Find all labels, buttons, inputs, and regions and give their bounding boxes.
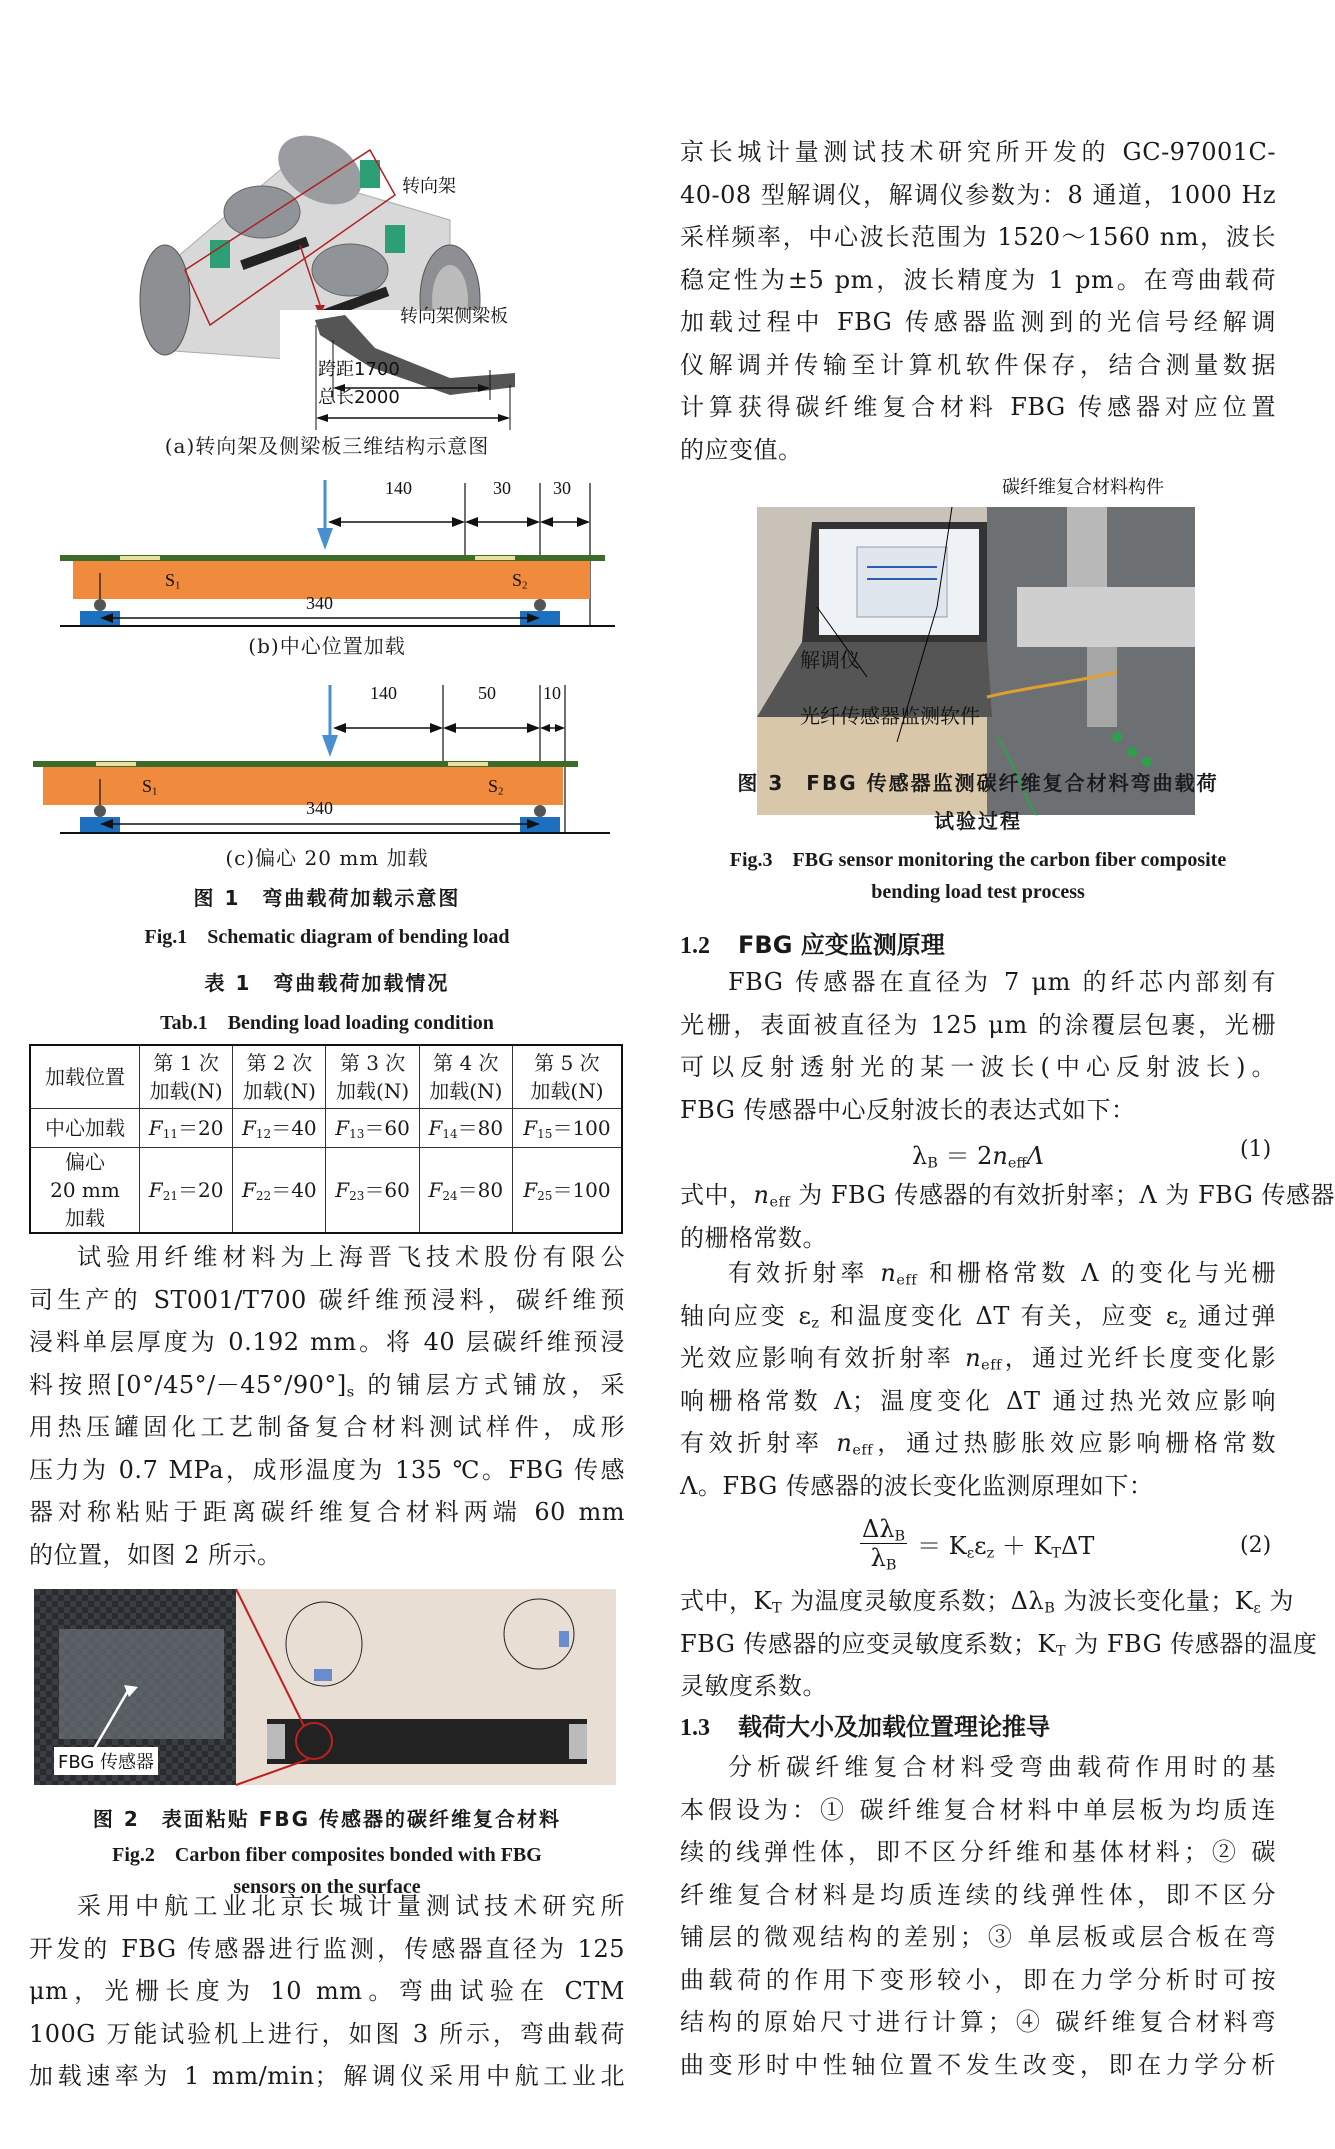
wheel-left <box>140 245 190 355</box>
text-line: FBG 传感器的应变灵敏度系数；$K_T$ 为 FBG 传感器的温度 <box>680 1629 1318 1660</box>
section-number: 1.2 <box>680 933 710 959</box>
sensor-s1-label: $S_1$ <box>142 776 158 798</box>
text-line: 光效应影响有效折射率 $n_{eff}$，通过光纤长度变化影 <box>680 1344 1276 1374</box>
dim-140: 140 <box>385 478 412 498</box>
dim-340: 340 <box>306 798 333 818</box>
text-line: 100G 万能试验机上进行，如图 3 所示，弯曲载荷 <box>29 2019 625 2048</box>
text-line: 的位置，如图 2 所示。 <box>29 1540 282 1569</box>
figure-3-caption-en-2: bending load test process <box>871 881 1085 903</box>
table-1-caption-en: Tab.1 Bending load loading condition <box>160 1012 494 1034</box>
figure-1c-caption: (c)偏心 20 mm 加载 <box>225 846 429 870</box>
text-line: 器对称粘贴于距离碳纤维复合材料两端 60 mm <box>29 1498 625 1526</box>
table-cell: $F_{15}=100$ <box>512 1109 622 1148</box>
text-line: 光栅，表面被直径为 125 μm 的涂覆层包裹，光栅 <box>680 1010 1276 1039</box>
label-composite-member: 碳纤维复合材料构件 <box>1002 477 1164 498</box>
table-cell: $F_{24}=80$ <box>419 1148 512 1234</box>
text-line: 采样频率，中心波长范围为 1520～1560 nm，波长 <box>680 223 1276 251</box>
dim-140: 140 <box>370 683 397 703</box>
header-load-5: 第 5 次 加载(N) <box>512 1045 622 1109</box>
equation-2-fraction: $\Delta\lambda_B$ $\lambda_B$ <box>862 1515 906 1574</box>
paragraph-demodulator <box>680 131 1276 471</box>
equation-1-number: (1) <box>1240 1137 1272 1162</box>
table-cell: $F_{25}=100$ <box>512 1148 622 1234</box>
text-line: 本假设为：① 碳纤维复合材料中单层板为均质连 <box>680 1795 1276 1824</box>
header-load-1: 第 1 次 加载(N) <box>140 1045 233 1109</box>
text-line: 加载速率为 1 mm/min；解调仪采用中航工业北 <box>29 2062 625 2090</box>
text-line: 的栅格常数。 <box>680 1223 827 1252</box>
equation-2-number: (2) <box>1240 1533 1272 1558</box>
text-line: 曲载荷的作用下变形较小，即在力学分析时可按 <box>680 1965 1276 1994</box>
table-1-bending-load <box>29 1044 623 1234</box>
header-load-2: 第 2 次 加载(N) <box>233 1045 326 1109</box>
section-title: FBG 应变监测原理 <box>738 931 945 959</box>
text-line: 纤维复合材料是均质连续的线弹性体，即不区分 <box>680 1880 1276 1909</box>
label-span-1700: 跨距1700 <box>318 359 400 380</box>
section-heading-1-2 <box>680 925 1276 960</box>
support-right <box>520 817 560 833</box>
text-line: 用热压罐固化工艺制备复合材料测试样件，成形 <box>29 1413 625 1441</box>
table-cell: $F_{22}=40$ <box>233 1148 326 1234</box>
paragraph-eq2-note <box>680 1580 1318 1708</box>
figure-1b-diagram <box>55 478 625 628</box>
table-cell: $F_{13}=60$ <box>326 1109 419 1148</box>
text-line: μm，光栅长度为 10 mm。弯曲试验在 CTM <box>29 1977 625 2005</box>
paragraph-eq1-note <box>680 1174 1335 1259</box>
text-line: 压力为 0.7 MPa，成形温度为 135 ℃。FBG 传感 <box>29 1455 625 1484</box>
sensor-s2-label: $S_2$ <box>488 776 504 798</box>
figure-3-caption-en-1: Fig.3 FBG sensor monitoring the carbon fiber composite <box>729 849 1227 871</box>
dim-10: 10 <box>543 683 561 703</box>
row-label: 偏心 20 mm 加载 <box>30 1148 140 1234</box>
label-demodulator: 解调仪 <box>800 648 860 672</box>
text-line: 稳定性为±5 pm，波长精度为 1 pm。在弯曲载荷 <box>680 265 1276 294</box>
text-line: 结构的原始尺寸进行计算；④ 碳纤维复合材料弯 <box>680 2008 1276 2036</box>
dim-30-a: 30 <box>493 478 511 498</box>
figure-3-caption-zh-1: 图 3 FBG 传感器监测碳纤维复合材料弯曲载荷 <box>737 771 1219 795</box>
table-cell: $F_{14}=80$ <box>419 1109 512 1148</box>
label-length-2000: 总长2000 <box>318 387 400 408</box>
text-line: 响栅格常数 Λ；温度变化 ΔT 通过热光效应影响 <box>680 1386 1276 1415</box>
label-monitoring-software: 光纤传感器监测软件 <box>800 704 980 728</box>
text-line: 有效折射率 $n_{eff}$ 和栅格常数 Λ 的变化与光栅 <box>728 1259 1276 1289</box>
text-line: 轴向应变 $\varepsilon_z$ 和温度变化 ΔT 有关，应变 $\varepsilon_z$ 通过弹 <box>680 1301 1276 1332</box>
table-cell: $F_{21}=20$ <box>140 1148 233 1234</box>
text-line: FBG 传感器中心反射波长的表达式如下： <box>680 1095 1136 1124</box>
figure-1-caption-en: Fig.1 Schematic diagram of bending load <box>144 926 510 948</box>
text-line: 铺层的微观结构的差别；③ 单层板或层合板在弯 <box>680 1923 1276 1951</box>
figure-1a-caption: (a)转向架及侧梁板三维结构示意图 <box>164 434 490 458</box>
table-cell: $F_{23}=60$ <box>326 1148 419 1234</box>
text-line: 分析碳纤维复合材料受弯曲载荷作用时的基 <box>728 1753 1276 1781</box>
table-header-row <box>30 1045 622 1109</box>
paragraph-material <box>29 1236 625 1576</box>
paragraph-effective-index <box>680 1252 1276 1507</box>
section-heading-1-3 <box>680 1707 1276 1742</box>
text-line: Λ。FBG 传感器的波长变化监测原理如下： <box>680 1471 1154 1500</box>
text-line: 的应变值。 <box>680 435 803 464</box>
figure-2-caption-en-2: sensors on the surface <box>233 1876 421 1898</box>
equation-2: $\Delta\lambda_B$ $\lambda_B$ ＝ $K_\varepsilon\varepsilon_z + K_T\Delta T$ <box>862 1515 1095 1574</box>
figure-2-caption-en-1: Fig.2 Carbon fiber composites bonded with FBG <box>112 1844 542 1866</box>
text-line: 京长城计量测试技术研究所开发的 GC-97001C- <box>680 138 1276 166</box>
table-cell: $F_{12}=40$ <box>233 1109 326 1148</box>
text-line: 可以反射透射光的某一波长(中心反射波长)。 <box>680 1053 1276 1081</box>
table-row <box>30 1109 622 1148</box>
dim-340: 340 <box>306 593 333 613</box>
carbon-specimen <box>267 1719 587 1764</box>
paragraph-assumptions <box>680 1746 1276 2086</box>
composite-beam <box>43 767 563 805</box>
text-line: 试验用纤维材料为上海晋飞技术股份有限公 <box>77 1243 625 1271</box>
figure-1b-caption: (b)中心位置加载 <box>248 634 406 658</box>
figure-1-caption-zh: 图 1 弯曲载荷加载示意图 <box>193 886 461 910</box>
label-side-beam: 转向架侧梁板 <box>400 306 508 327</box>
text-line: 有效折射率 $n_{eff}$，通过热膨胀效应影响栅格常数 <box>680 1429 1277 1459</box>
label-bogie: 转向架 <box>402 176 456 197</box>
table-row <box>30 1148 622 1234</box>
paragraph-sensor-setup <box>29 1885 625 2098</box>
header-load-3: 第 3 次 加载(N) <box>326 1045 419 1109</box>
text-line: 计算获得碳纤维复合材料 FBG 传感器对应位置 <box>680 393 1276 421</box>
sensor-s2-label: $S_2$ <box>512 570 528 592</box>
dim-50: 50 <box>478 683 496 703</box>
text-line: 式中，$K_T$ 为温度灵敏度系数；$\Delta\lambda_B$ 为波长变化量；$K_\varepsilon$ 为 <box>680 1587 1294 1617</box>
paragraph-fbg-principle <box>680 961 1276 1131</box>
text-line: 采用中航工业北京长城计量测试技术研究所 <box>77 1892 625 1920</box>
equation-1: $\lambda_B = 2n_{eff}\Lambda$ <box>912 1142 1044 1172</box>
header-position: 加载位置 <box>30 1045 140 1109</box>
support-left <box>80 817 120 833</box>
text-line: 司生产的 ST001/T700 碳纤维预浸料，碳纤维预 <box>29 1285 625 1314</box>
text-line: 灵敏度系数。 <box>680 1672 827 1700</box>
text-line: 仪解调并传输至计算机软件保存，结合测量数据 <box>680 350 1276 379</box>
section-number: 1.3 <box>680 1715 710 1741</box>
text-line: 料按照$[0^\circ/45^\circ/-45^\circ/90^\circ]_s$ 的铺层方式铺放，采 <box>29 1370 625 1401</box>
text-line: 式中，$n_{eff}$ 为 FBG 传感器的有效折射率；Λ 为 FBG 传感器 <box>680 1181 1335 1211</box>
dim-30-b: 30 <box>553 478 571 498</box>
text-line: 40-08 型解调仪，解调仪参数为：8 通道，1000 Hz <box>680 180 1276 209</box>
figure-2-caption-zh: 图 2 表面粘贴 FBG 传感器的碳纤维复合材料 <box>92 1807 562 1831</box>
sensor-s1-label: $S_1$ <box>165 570 181 592</box>
text-line: 开发的 FBG 传感器进行监测，传感器直径为 125 <box>29 1934 625 1963</box>
text-line: 浸料单层厚度为 0.192 mm。将 40 层碳纤维预浸 <box>29 1328 625 1356</box>
fbg-sensor-label: FBG 传感器 <box>54 1747 158 1775</box>
section-title: 载荷大小及加载位置理论推导 <box>738 1713 1050 1741</box>
text-line: 曲变形时中性轴位置不发生改变，即在力学分析 <box>680 2050 1276 2079</box>
header-load-4: 第 4 次 加载(N) <box>419 1045 512 1109</box>
table-1-caption-zh: 表 1 弯曲载荷加载情况 <box>204 971 450 995</box>
text-line: 续的线弹性体，即不区分纤维和基体材料；② 碳 <box>680 1838 1276 1866</box>
table-cell: $F_{11}=20$ <box>140 1109 233 1148</box>
text-line: 加载过程中 FBG 传感器监测到的光信号经解调 <box>680 308 1276 336</box>
figure-3-caption-zh-2: 试验过程 <box>934 809 1022 833</box>
row-label: 中心加载 <box>30 1109 140 1148</box>
text-line: FBG 传感器在直径为 7 μm 的纤芯内部刻有 <box>728 968 1276 996</box>
